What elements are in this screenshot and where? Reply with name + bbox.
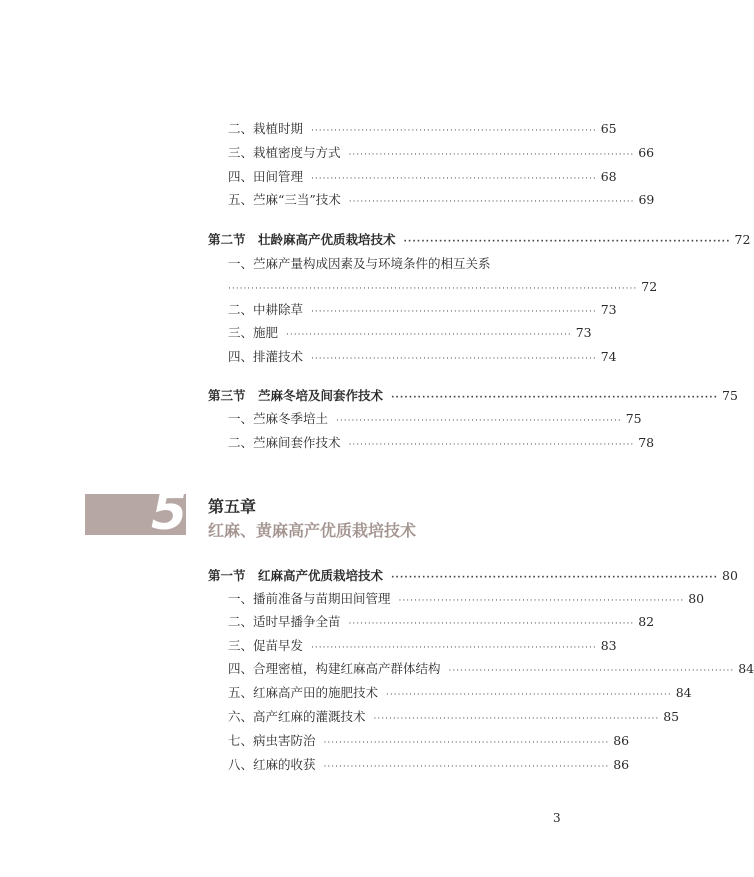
section-page: 72 xyxy=(734,232,751,247)
toc-section-heading[interactable] xyxy=(208,388,738,406)
toc-entry[interactable] xyxy=(228,591,705,609)
toc-entry-label: 四、合理密植，构建红麻高产群体结构 xyxy=(228,661,441,676)
toc-entry-page: 68 xyxy=(600,169,617,184)
toc-entry[interactable] xyxy=(228,757,630,775)
leader-dots: ·········································································· xyxy=(373,714,660,724)
toc-entry-label: 六、高产红麻的灌溉技术 xyxy=(228,709,366,724)
toc-entry[interactable] xyxy=(228,411,642,429)
toc-entry-label: 八、红麻的收获 xyxy=(228,757,316,772)
toc-entry-page: 78 xyxy=(638,435,655,450)
toc-entry-page: 84 xyxy=(738,661,754,676)
section-title: 第二节 壮龄麻高产优质栽培技术 xyxy=(208,232,396,247)
toc-entry-label: 二、栽植时期 xyxy=(228,121,304,136)
toc-entry-label: 七、病虫害防治 xyxy=(228,733,316,748)
section-page: 75 xyxy=(722,388,738,403)
toc-entry[interactable] xyxy=(228,709,680,727)
leader-dots: ·········································································· xyxy=(403,237,731,247)
toc-entry-label: 四、排灌技术 xyxy=(228,349,304,364)
chapter-title[interactable]: 红麻、黄麻高产优质栽培技术 xyxy=(208,521,417,540)
toc-entry-page: 73 xyxy=(600,302,617,317)
leader-dots: ·········································································· xyxy=(348,619,635,629)
toc-entry[interactable] xyxy=(228,121,617,139)
toc-entry-page: 75 xyxy=(625,411,642,426)
toc-entry[interactable] xyxy=(228,435,655,453)
toc-entry[interactable] xyxy=(228,145,655,163)
toc-entry[interactable] xyxy=(228,169,617,187)
leader-dots: ·········································································· xyxy=(286,330,572,340)
toc-entry-page: 69 xyxy=(638,192,655,207)
toc-entry[interactable] xyxy=(228,685,692,703)
toc-entry-page: 86 xyxy=(613,733,630,748)
leader-dots: ·········································································································· xyxy=(228,284,638,294)
section-title: 第三节 苎麻冬培及间套作技术 xyxy=(208,388,384,403)
toc-entry[interactable] xyxy=(228,349,617,367)
toc-entry-page: 65 xyxy=(600,121,617,136)
toc-entry-label: 三、促苗早发 xyxy=(228,638,304,653)
leader-dots: ·········································································· xyxy=(323,738,610,748)
leader-dots: ·········································································· xyxy=(311,354,597,364)
toc-entry-label: 二、苎麻间套作技术 xyxy=(228,435,341,450)
leader-dots: ·········································································· xyxy=(323,762,610,772)
toc-entry-label: 五、红麻高产田的施肥技术 xyxy=(228,685,379,700)
toc-entry-label: 二、适时早播争全苗 xyxy=(228,614,341,629)
toc-entry-wrapped-label[interactable]: 一、苎麻产量构成因素及与环境条件的相互关系 xyxy=(228,256,491,271)
toc-entry[interactable] xyxy=(228,733,630,751)
leader-dots: ·········································································· xyxy=(391,393,719,403)
toc-entry-label: 一、播前准备与苗期田间管理 xyxy=(228,591,391,606)
toc-entry[interactable] xyxy=(228,661,754,679)
section-page: 80 xyxy=(722,568,738,583)
leader-dots: ·········································································· xyxy=(336,416,622,426)
toc-entry-label: 四、田间管理 xyxy=(228,169,304,184)
toc-entry-page: 83 xyxy=(600,638,617,653)
toc-entry-continuation[interactable] xyxy=(228,279,658,297)
toc-entry-page: 80 xyxy=(688,591,705,606)
toc-entry-page: 85 xyxy=(663,709,680,724)
toc-entry-label: 三、栽植密度与方式 xyxy=(228,145,341,160)
toc-entry-page: 84 xyxy=(675,685,692,700)
leader-dots: ·········································································· xyxy=(398,596,685,606)
toc-entry-page: 72 xyxy=(641,279,658,294)
leader-dots: ·········································································· xyxy=(311,174,597,184)
leader-dots: ·········································································· xyxy=(311,643,597,653)
leader-dots: ·········································································· xyxy=(348,197,635,207)
toc-entry-page: 82 xyxy=(638,614,655,629)
toc-entry[interactable] xyxy=(228,192,655,210)
toc-section-heading[interactable] xyxy=(208,232,751,250)
chapter-number: 5 xyxy=(151,482,188,542)
toc-section-heading[interactable] xyxy=(208,568,738,586)
page-number: 3 xyxy=(553,811,561,825)
leader-dots: ·········································································· xyxy=(391,573,719,583)
leader-dots: ·········································································· xyxy=(348,150,635,160)
toc-entry-page: 73 xyxy=(575,325,592,340)
toc-entry-label: 三、施肥 xyxy=(228,325,279,340)
toc-entry[interactable] xyxy=(228,302,617,320)
toc-entry-page: 86 xyxy=(613,757,630,772)
leader-dots: ·········································································· xyxy=(311,126,597,136)
toc-entry[interactable] xyxy=(228,325,592,343)
toc-entry-page: 66 xyxy=(638,145,655,160)
leader-dots: ·········································································· xyxy=(448,666,735,676)
toc-entry-label: 一、苎麻冬季培土 xyxy=(228,411,329,426)
toc-entry[interactable] xyxy=(228,614,655,632)
toc-entry[interactable] xyxy=(228,638,617,656)
toc-entry-page: 74 xyxy=(600,349,617,364)
leader-dots: ·········································································· xyxy=(386,690,672,700)
toc-entry-label: 五、苎麻“三当”技术 xyxy=(228,192,341,207)
toc-entry-label: 二、中耕除草 xyxy=(228,302,304,317)
chapter-label[interactable]: 第五章 xyxy=(208,497,257,516)
leader-dots: ·········································································· xyxy=(348,440,635,450)
section-title: 第一节 红麻高产优质栽培技术 xyxy=(208,568,384,583)
leader-dots: ·········································································· xyxy=(311,307,597,317)
